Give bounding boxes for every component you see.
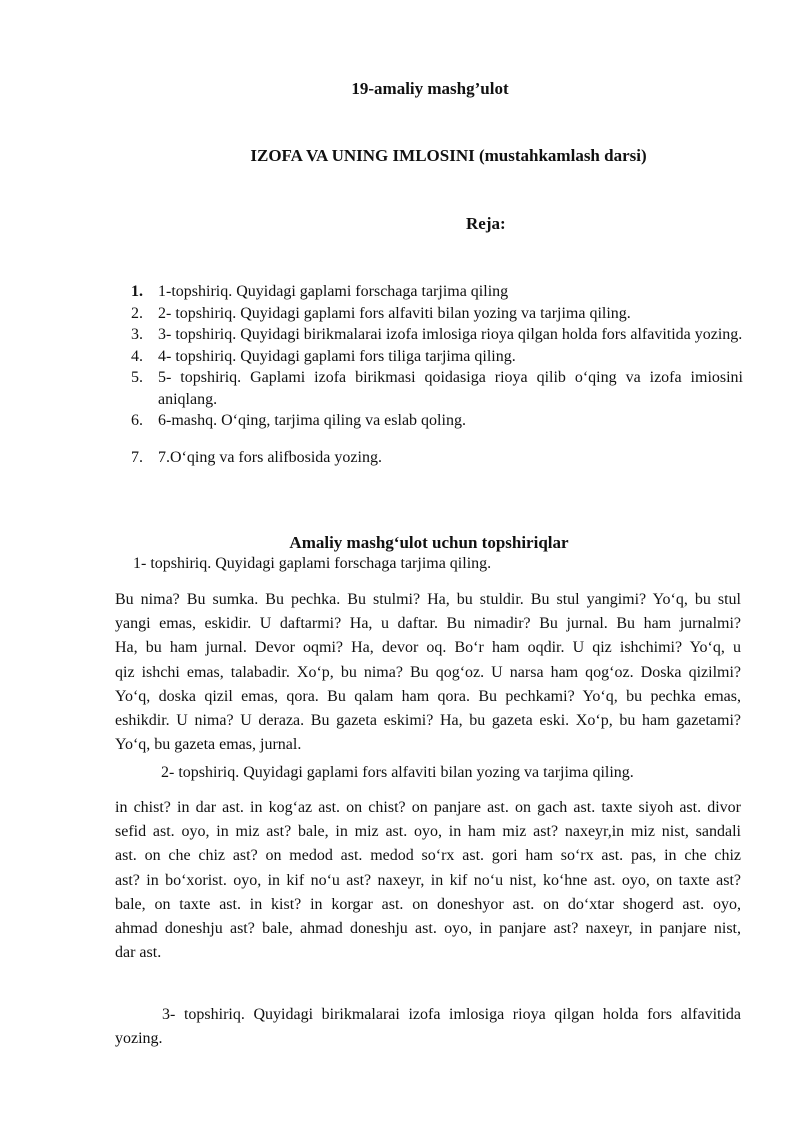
plan-item xyxy=(131,324,743,346)
plan-item-text: 6-mashq. O‘qing, tarjima qiling va eslab qoling. xyxy=(158,412,466,429)
paragraph-line: dar ast. xyxy=(115,944,162,962)
plan-item-number: 2. xyxy=(131,304,143,322)
paragraph-line: Bu nima? Bu sumka. Bu pechka. Bu stulmi? Ha, bu stuldir. Bu stul yangimi? Yo‘q, bu stul xyxy=(115,591,741,608)
paragraph-line: qiz ishchi emas, talabadir. Xo‘p, bu nima? Bu qog‘oz. U narsa ham qog‘oz. Doska qizilmi? xyxy=(115,663,741,681)
paragraph-line: sefid ast. oyo, in miz ast? bale, in miz ast. oyo, in ham miz ast? naxeyr,in miz nist, sandali xyxy=(115,823,741,841)
plan-item-number: 7. xyxy=(131,448,143,466)
plan-item-number: 6. xyxy=(131,412,143,429)
paragraph-line: Ha, bu ham jurnal. Devor oqmi? Ha, devor oq. Bo‘r ham oqdir. U qiz ishchimi? Yo‘q, u xyxy=(115,639,741,657)
plan-item xyxy=(131,281,743,303)
plan-item-text: 3- topshiriq. Quyidagi birikmalarai izofa imlosiga rioya qilgan holda fors alfavitida yozing. xyxy=(158,326,743,343)
paragraph-line: eshikdir. U nima? U deraza. Bu gazeta eskimi? Ha, bu gazeta eski. Xo‘p, bu ham gazetami? xyxy=(115,712,741,730)
plan-item xyxy=(131,303,743,325)
plan-item xyxy=(131,410,743,432)
task-1-paragraph xyxy=(115,588,741,757)
section-title: Amaliy mashg‘ulot uchun topshiriqlar xyxy=(289,533,569,552)
plan-heading: Reja: xyxy=(466,214,506,233)
paragraph-line: yozing. xyxy=(115,1030,163,1048)
plan-item-number: 4. xyxy=(131,347,143,365)
task-3-paragraph xyxy=(115,1003,741,1051)
paragraph-line: 3- topshiriq. Quyidagi birikmalarai izofa imlosiga rioya qilgan holda fors alfavitida xyxy=(162,1006,741,1023)
paragraph-line: ast. on che chiz ast? on medod ast. medod so‘rx ast. gori ham so‘rx ast. pas, in che chiz xyxy=(115,847,741,865)
plan-item xyxy=(131,447,743,469)
task-1-heading: 1- topshiriq. Quyidagi gaplami forschaga tarjima qiling. xyxy=(133,555,492,572)
plan-item-text: 2- topshiriq. Quyidagi gaplami fors alfaviti bilan yozing va tarjima qiling. xyxy=(158,304,631,322)
paragraph-line: yangi emas, eskidir. U daftarmi? Ha, u daftar. Bu nimadir? Bu jurnal. Bu ham jurnalmi? xyxy=(115,615,741,633)
plan-item-text: 4- topshiriq. Quyidagi gaplami fors tiliga tarjima qiling. xyxy=(158,347,516,365)
plan-item xyxy=(131,367,743,410)
paragraph-line: Yo‘q, bu gazeta emas, jurnal. xyxy=(115,736,302,754)
paragraph-line: ast? in bo‘xorist. oyo, in kif no‘u ast? naxeyr, in kif no‘u nist, ko‘hne ast. oyo, on taxte ast? xyxy=(115,871,741,889)
document-title: IZOFA VA UNING IMLOSINI (mustahkamlash darsi) xyxy=(250,146,647,165)
paragraph-line: in chist? in dar ast. in kog‘az ast. on chist? on panjare ast. on gach ast. taxte siyoh ast. divor xyxy=(115,799,741,816)
paragraph-line: ahmad doneshju ast? bale, ahmad doneshju ast. oyo, in panjare ast? naxeyr, in panjare nist, xyxy=(115,920,741,938)
plan-item xyxy=(131,346,743,368)
task-2-paragraph xyxy=(115,796,741,965)
plan-item-number: 1. xyxy=(131,283,143,300)
paragraph-line: Yo‘q, doska qizil emas, qora. Bu qalam ham qora. Bu pechkami? Yo‘q, bu pechka emas, xyxy=(115,687,741,705)
practice-number-heading: 19-amaliy mashg’ulot xyxy=(351,79,509,98)
task-2-heading: 2- topshiriq. Quyidagi gaplami fors alfaviti bilan yozing va tarjima qiling. xyxy=(161,764,634,781)
plan-item-text: 1-topshiriq. Quyidagi gaplami forschaga tarjima qiling xyxy=(158,283,509,300)
plan-item-number: 3. xyxy=(131,326,143,343)
paragraph-line: bale, on taxte ast. in kist? in korgar ast. on doneshyor ast. on do‘xtar shogerd ast. oyo, xyxy=(115,895,741,913)
plan-list xyxy=(131,281,743,468)
plan-item-number: 5. xyxy=(131,369,143,386)
plan-item-text: 7.O‘qing va fors alifbosida yozing. xyxy=(158,448,382,466)
plan-item-text: 5- topshiriq. Gaplami izofa birikmasi qoidasiga rioya qilib o‘qing va izofa imiosini aniqlang. xyxy=(158,369,743,408)
